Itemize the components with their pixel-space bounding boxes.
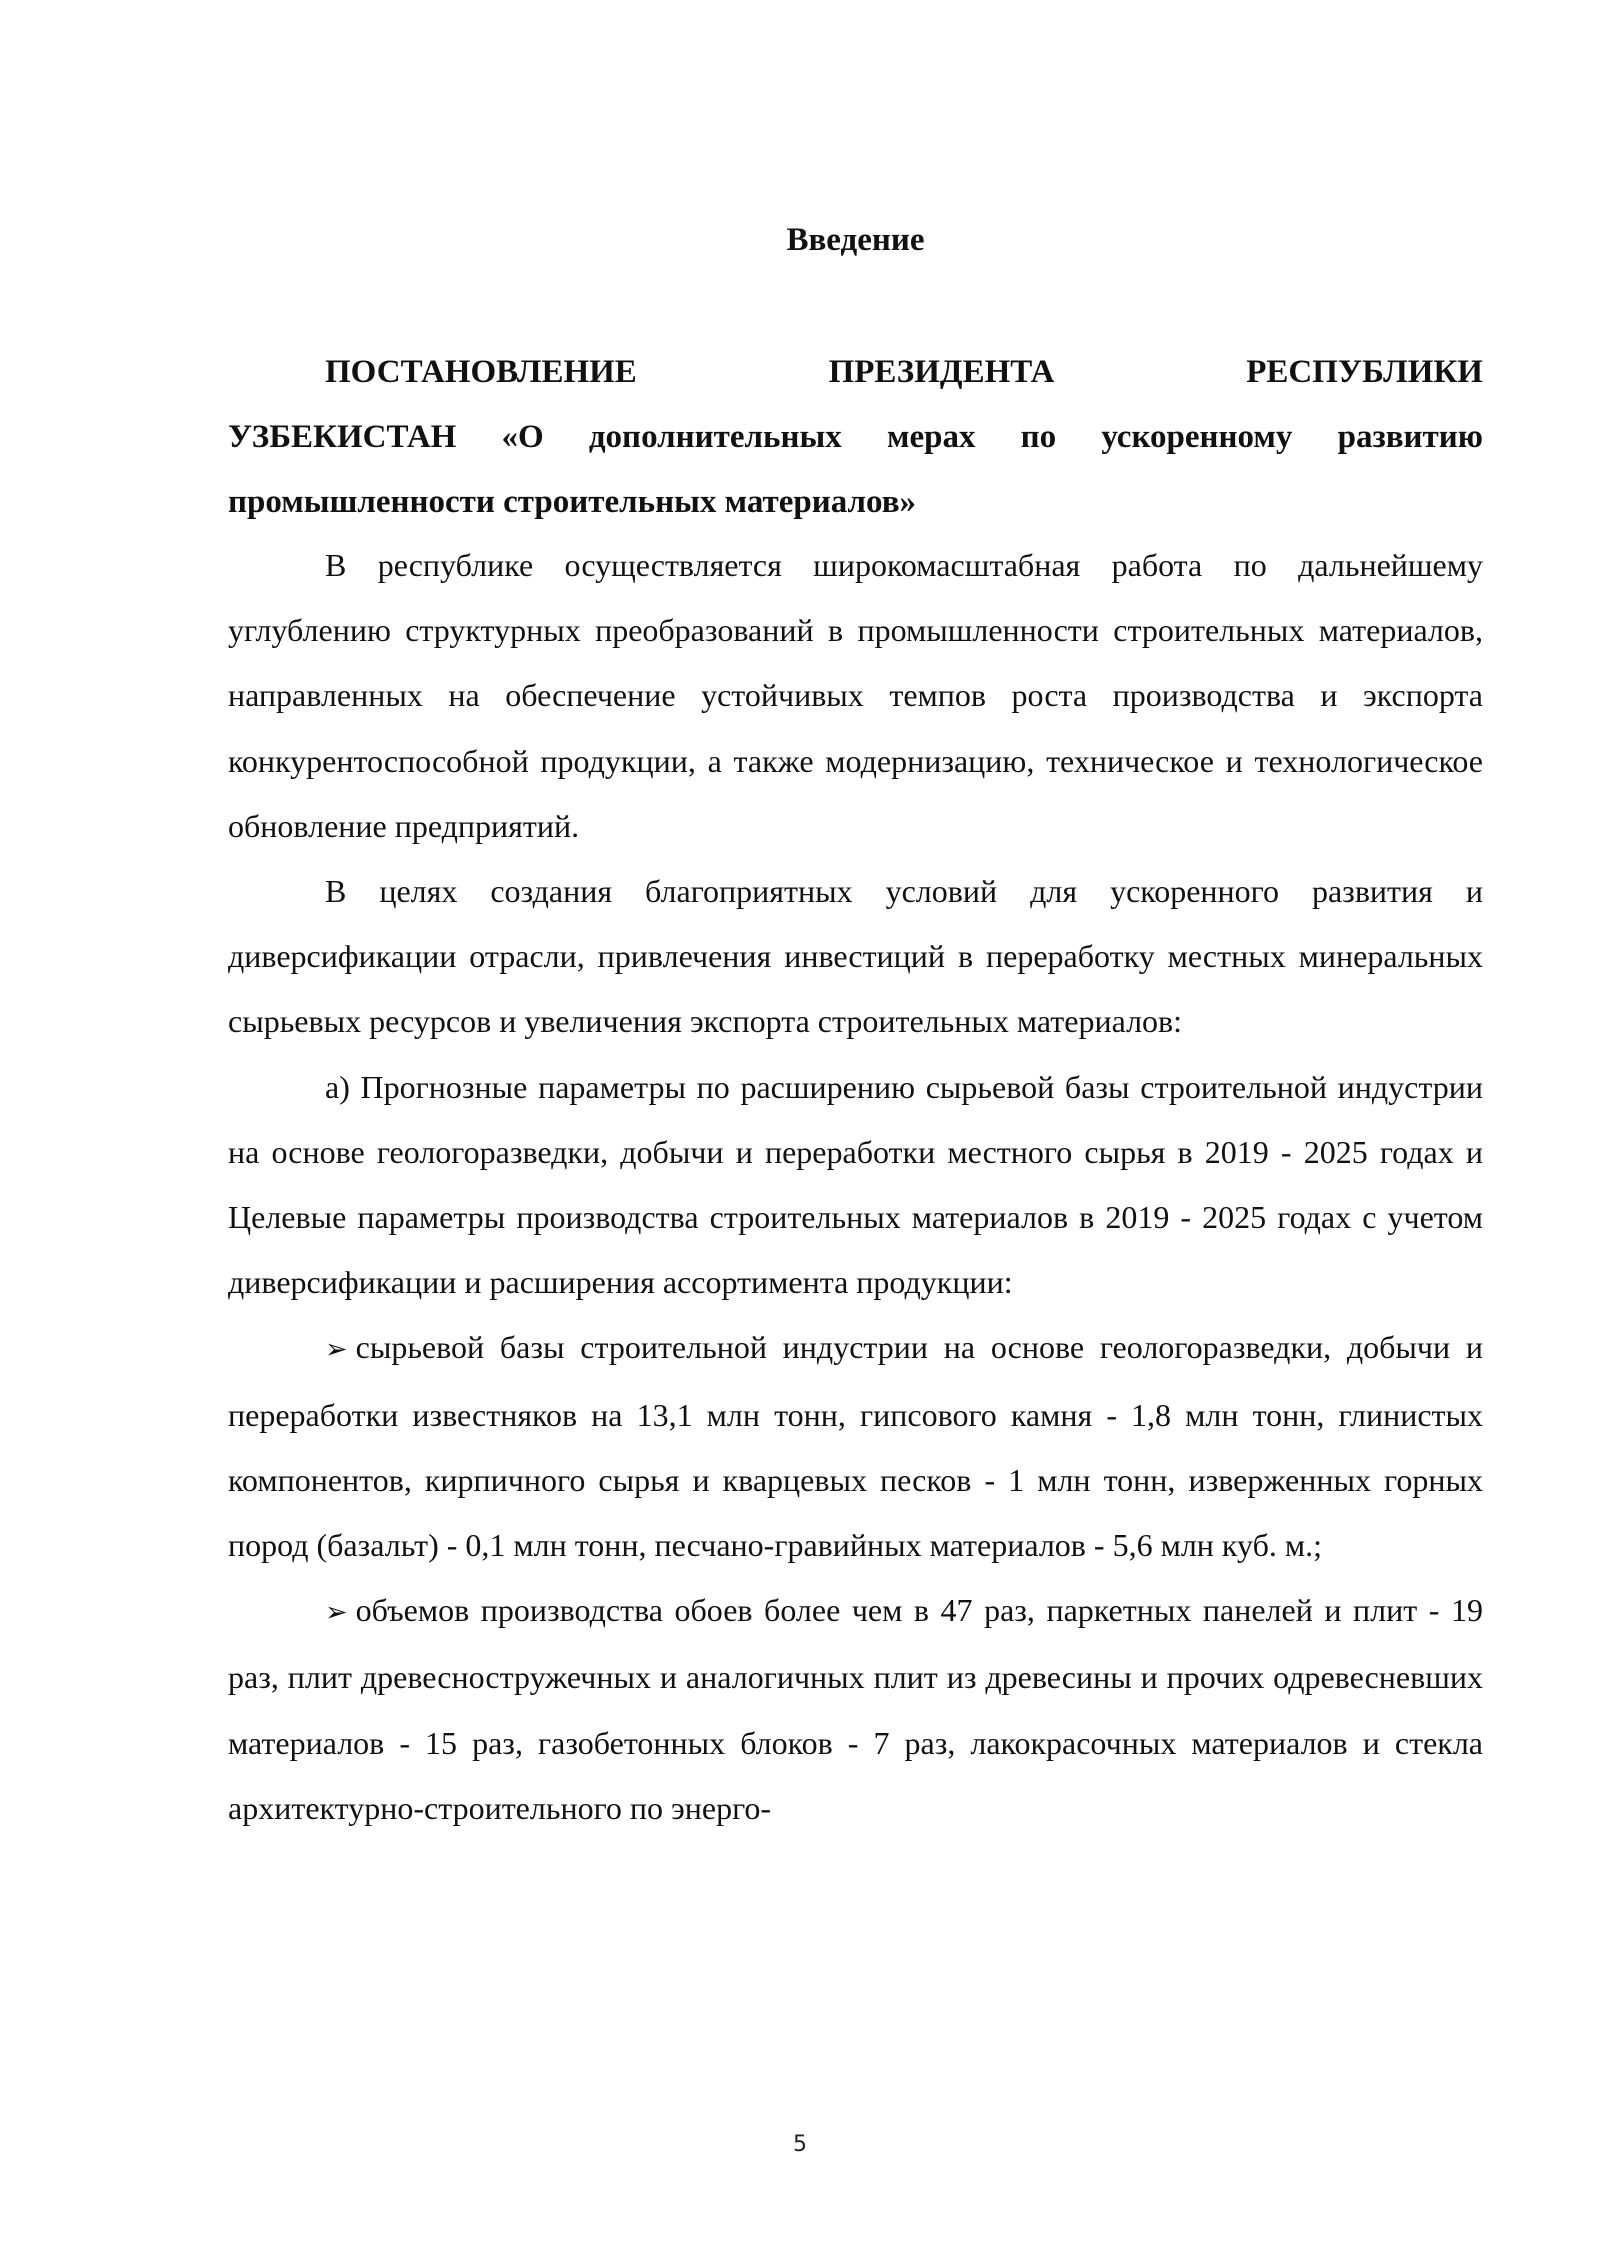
bullet-item	[228, 1578, 1483, 1841]
section-heading: Введение	[786, 222, 925, 258]
decree-title-word: ПРЕЗИДЕНТА	[828, 354, 1055, 390]
decree-title-line-3: промышленности строительных материалов»	[228, 484, 917, 520]
arrow-bullet-icon: ➢	[325, 1334, 348, 1366]
bullet-text: сырьевой базы строительной индустрии на основе геологоразведки, добычи и переработки известняков на 13,1 млн тонн, гипсового камня - 1,8 млн тонн, глинистых компонентов, кирпичного сырья и кварцевых песков - 1 млн тонн, изверженных горных пород (базальт) - 0,1 млн тонн, песчано-гравийных материалов - 5,6 млн куб. м.;	[228, 1329, 1483, 1564]
body-text	[228, 533, 1483, 1841]
decree-title-line-2: УЗБЕКИСТАН «О дополнительных мерах по ускоренному развитию	[228, 419, 1483, 455]
bullet-item	[228, 1315, 1483, 1578]
decree-title-word: РЕСПУБЛИКИ	[1246, 354, 1483, 390]
arrow-bullet-icon: ➢	[325, 1597, 348, 1629]
decree-title-word: ПОСТАНОВЛЕНИЕ	[325, 354, 637, 390]
body-paragraph: В целях создания благоприятных условий для ускоренного развития и диверсификации отрасли, привлечения инвестиций в переработку местных минеральных сырьевых ресурсов и увеличения экспорта строительных материалов:	[228, 873, 1483, 1040]
decree-title	[228, 340, 1483, 535]
bullet-text: объемов производства обоев более чем в 47 раз, паркетных панелей и плит - 19 раз, плит древесностружечных и аналогичных плит из древесины и прочих одревесневших материалов - 15 раз, газобетонных блоков - 7 раз, лакокрасочных материалов и стекла архитектурно-строительного по энерго-	[228, 1592, 1483, 1826]
body-paragraph: а) Прогнозные параметры по расширению сырьевой базы строительной индустрии на основе геологоразведки, добычи и переработки местного сырья в 2019 - 2025 годах и Целевые параметры производства строительных материалов в 2019 - 2025 годах с учетом диверсификации и расширения ассортимента продукции:	[228, 1068, 1483, 1301]
decree-title-line-1	[228, 340, 1483, 405]
body-paragraph: В республике осуществляется широкомасштабная работа по дальнейшему углублению структурных преобразований в промышленности строительных материалов, направленных на обеспечение устойчивых темпов роста производства и экспорта конкурентоспособной продукции, а также модернизацию, техническое и технологическое обновление предприятий.	[228, 547, 1483, 844]
page-number: 5	[793, 2132, 807, 2157]
